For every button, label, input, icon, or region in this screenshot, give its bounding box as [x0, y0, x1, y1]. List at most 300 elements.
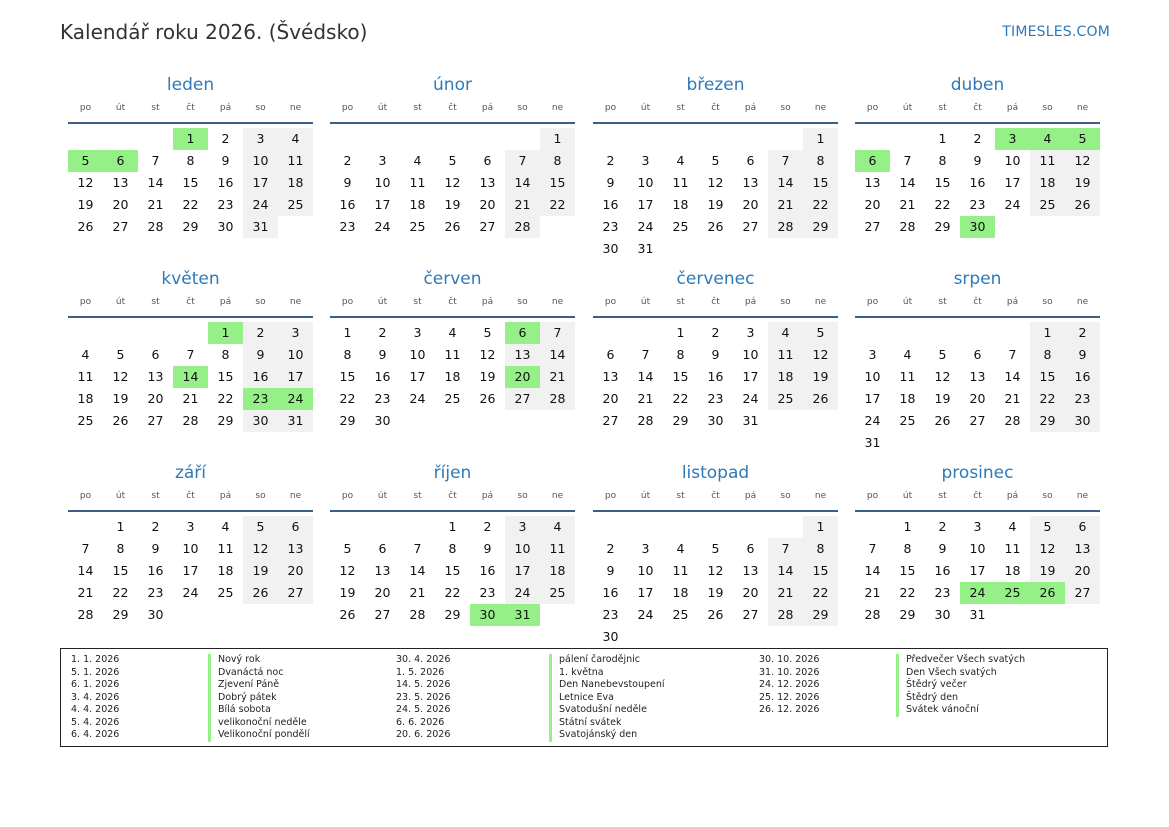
month-title: leden [166, 75, 215, 95]
day-cell: 1 [116, 519, 125, 534]
day-cell: 14 [637, 369, 654, 384]
day-cell: 8 [803, 150, 838, 172]
day-cell: 18 [444, 369, 461, 384]
days-grid [330, 322, 575, 432]
day-cell: 25 [672, 219, 689, 234]
day-cell: 3 [413, 325, 422, 340]
weekday-label: po [79, 103, 92, 113]
weekday-header [593, 490, 838, 512]
day-cell: 15 [803, 560, 838, 582]
day-cell-holiday: 3 [995, 128, 1030, 150]
weekday-label: po [79, 297, 92, 307]
month-title: září [174, 463, 207, 483]
day-cell: 3 [973, 519, 982, 534]
month-title: listopad [681, 463, 750, 483]
day-cell: 25 [278, 194, 313, 216]
day-cell: 6 [483, 153, 492, 168]
day-cell: 1 [938, 131, 947, 146]
day-cell: 2 [243, 322, 278, 344]
legend-date: 26. 12. 2026 [759, 704, 820, 715]
weekday-label: pá [219, 297, 232, 307]
days-grid [68, 516, 313, 626]
weekday-label: st [676, 297, 685, 307]
weekday-label: so [255, 297, 266, 307]
weekday-label: ne [289, 491, 302, 501]
day-cell: 13 [112, 175, 129, 190]
day-cell: 10 [278, 344, 313, 366]
day-empty [103, 128, 138, 150]
day-cell: 25 [77, 413, 94, 428]
month-title: červen [423, 269, 482, 289]
day-cell: 7 [1008, 347, 1017, 362]
day-cell: 21 [768, 194, 803, 216]
day-cell: 24 [637, 607, 654, 622]
day-cell-holiday: 14 [173, 366, 208, 388]
day-empty [855, 516, 890, 538]
day-cell: 5 [448, 153, 457, 168]
day-cell: 20 [602, 391, 619, 406]
day-cell: 24 [243, 194, 278, 216]
day-cell: 8 [903, 541, 912, 556]
day-cell: 12 [479, 347, 496, 362]
day-cell: 7 [641, 347, 650, 362]
day-cell: 25 [444, 391, 461, 406]
weekday-label: po [866, 103, 879, 113]
day-cell: 29 [339, 413, 356, 428]
day-cell: 18 [672, 585, 689, 600]
day-cell: 11 [444, 347, 461, 362]
day-cell: 13 [742, 563, 759, 578]
day-cell: 15 [899, 563, 916, 578]
month-block [593, 461, 838, 648]
legend-date: 6. 4. 2026 [71, 729, 120, 740]
day-cell: 22 [339, 391, 356, 406]
month-block [593, 267, 838, 432]
day-cell: 9 [606, 563, 615, 578]
legend-date: 6. 1. 2026 [71, 679, 120, 690]
day-cell: 3 [868, 347, 877, 362]
legend-names-col2 [549, 654, 665, 742]
day-cell: 12 [444, 175, 461, 190]
day-cell: 23 [374, 391, 391, 406]
day-cell: 26 [803, 388, 838, 410]
day-empty [698, 128, 733, 150]
day-cell: 15 [112, 563, 129, 578]
day-empty [890, 322, 925, 344]
day-cell: 14 [77, 563, 94, 578]
day-cell: 17 [637, 585, 654, 600]
day-cell: 14 [768, 560, 803, 582]
day-cell: 14 [505, 172, 540, 194]
day-cell: 11 [672, 563, 689, 578]
day-cell: 26 [112, 413, 129, 428]
day-cell: 16 [243, 366, 278, 388]
month-block [68, 267, 313, 432]
day-cell: 2 [483, 519, 492, 534]
weekday-label: ne [814, 103, 827, 113]
weekday-label: ne [1076, 297, 1089, 307]
weekday-label: st [413, 297, 422, 307]
day-cell: 8 [540, 150, 575, 172]
day-cell: 5 [343, 541, 352, 556]
day-cell: 23 [1065, 388, 1100, 410]
day-cell: 27 [1065, 582, 1100, 604]
days-grid [593, 128, 838, 260]
day-cell: 20 [147, 391, 164, 406]
day-cell: 7 [768, 150, 803, 172]
day-cell: 2 [606, 541, 615, 556]
weekday-label: ne [289, 103, 302, 113]
weekday-label: pá [481, 491, 494, 501]
day-cell: 8 [448, 541, 457, 556]
day-cell: 12 [1065, 150, 1100, 172]
day-cell: 20 [969, 391, 986, 406]
day-cell: 23 [147, 585, 164, 600]
day-cell: 8 [343, 347, 352, 362]
day-cell: 4 [676, 541, 685, 556]
day-cell-holiday: 31 [505, 604, 540, 626]
weekday-header [330, 490, 575, 512]
day-cell: 4 [221, 519, 230, 534]
weekday-label: pá [1006, 491, 1019, 501]
day-cell: 27 [374, 607, 391, 622]
day-cell: 27 [742, 607, 759, 622]
day-cell: 3 [278, 322, 313, 344]
day-cell: 16 [707, 369, 724, 384]
weekday-label: ne [551, 297, 564, 307]
day-cell: 4 [903, 347, 912, 362]
weekday-label: čt [973, 297, 982, 307]
day-cell: 18 [278, 172, 313, 194]
legend-holiday-name: Zjevení Páně [208, 679, 310, 692]
day-cell: 1 [343, 325, 352, 340]
day-cell: 4 [413, 153, 422, 168]
month-title: říjen [433, 463, 472, 483]
day-cell: 21 [77, 585, 94, 600]
day-cell: 7 [413, 541, 422, 556]
day-cell: 15 [444, 563, 461, 578]
day-cell: 8 [186, 153, 195, 168]
day-cell: 19 [243, 560, 278, 582]
day-cell: 9 [221, 153, 230, 168]
legend-date: 24. 12. 2026 [759, 679, 820, 690]
legend-date: 24. 5. 2026 [396, 704, 451, 715]
day-cell: 26 [77, 219, 94, 234]
day-empty [768, 128, 803, 150]
day-cell: 15 [540, 172, 575, 194]
day-cell: 21 [768, 582, 803, 604]
day-cell: 27 [969, 413, 986, 428]
day-cell-holiday: 25 [995, 582, 1030, 604]
day-cell: 16 [1065, 366, 1100, 388]
day-cell: 10 [409, 347, 426, 362]
day-cell: 7 [540, 322, 575, 344]
day-empty [698, 516, 733, 538]
day-empty [173, 322, 208, 344]
weekday-header [330, 296, 575, 318]
weekday-label: so [1042, 103, 1053, 113]
day-cell: 5 [938, 347, 947, 362]
day-cell: 6 [378, 541, 387, 556]
day-cell: 21 [505, 194, 540, 216]
day-cell: 28 [182, 413, 199, 428]
legend-date: 31. 10. 2026 [759, 666, 820, 678]
day-cell: 3 [746, 325, 755, 340]
day-cell: 13 [278, 538, 313, 560]
weekday-label: st [676, 103, 685, 113]
weekday-label: so [517, 491, 528, 501]
day-cell: 23 [217, 197, 234, 212]
weekday-label: út [902, 103, 913, 113]
day-cell: 21 [864, 585, 881, 600]
day-cell: 5 [803, 322, 838, 344]
day-empty [365, 128, 400, 150]
weekday-label: čt [448, 103, 457, 113]
day-cell: 5 [243, 516, 278, 538]
day-cell: 1 [676, 325, 685, 340]
day-empty [890, 128, 925, 150]
weekday-label: po [866, 297, 879, 307]
month-block [330, 461, 575, 626]
weekday-label: st [938, 103, 947, 113]
day-cell: 8 [803, 538, 838, 560]
weekday-label: so [780, 491, 791, 501]
day-cell: 20 [479, 197, 496, 212]
day-empty [733, 128, 768, 150]
day-cell: 1 [803, 128, 838, 150]
day-cell: 6 [746, 153, 755, 168]
weekday-label: út [640, 297, 651, 307]
day-cell: 26 [479, 391, 496, 406]
day-cell-holiday: 6 [505, 322, 540, 344]
legend-date: 1. 5. 2026 [396, 666, 445, 678]
day-cell: 22 [182, 197, 199, 212]
days-grid [68, 128, 313, 238]
day-cell: 11 [768, 344, 803, 366]
weekday-label: út [115, 103, 126, 113]
day-cell: 24 [505, 582, 540, 604]
day-empty [593, 516, 628, 538]
day-cell: 9 [343, 175, 352, 190]
weekday-label: so [1042, 297, 1053, 307]
day-cell: 24 [637, 219, 654, 234]
day-cell: 25 [899, 413, 916, 428]
day-cell: 12 [707, 175, 724, 190]
day-cell: 23 [602, 219, 619, 234]
day-cell: 14 [540, 344, 575, 366]
day-cell: 26 [1065, 194, 1100, 216]
legend-dates-col1 [71, 654, 119, 742]
weekday-label: ne [289, 297, 302, 307]
weekday-label: st [938, 491, 947, 501]
day-cell: 28 [768, 216, 803, 238]
weekday-label: út [640, 103, 651, 113]
day-empty [855, 322, 890, 344]
day-cell: 26 [444, 219, 461, 234]
legend-dates-col3 [759, 654, 819, 717]
day-empty [400, 128, 435, 150]
day-empty [628, 128, 663, 150]
day-cell: 27 [479, 219, 496, 234]
day-empty [628, 322, 663, 344]
day-cell: 4 [81, 347, 90, 362]
day-empty [663, 128, 698, 150]
day-cell: 30 [602, 629, 619, 644]
day-cell: 21 [899, 197, 916, 212]
legend-date: 3. 4. 2026 [71, 691, 120, 703]
day-cell: 13 [147, 369, 164, 384]
day-cell: 23 [602, 607, 619, 622]
day-cell: 29 [444, 607, 461, 622]
day-empty [593, 128, 628, 150]
legend-holiday-name: Svatodušní neděle [549, 704, 665, 717]
day-cell: 26 [243, 582, 278, 604]
day-cell-holiday: 1 [208, 322, 243, 344]
weekday-header [68, 490, 313, 512]
day-cell: 18 [77, 391, 94, 406]
weekday-label: út [377, 103, 388, 113]
day-cell: 9 [151, 541, 160, 556]
day-empty [435, 128, 470, 150]
day-cell: 12 [707, 563, 724, 578]
weekday-label: pá [481, 103, 494, 113]
day-cell-holiday: 30 [960, 216, 995, 238]
day-cell: 17 [969, 563, 986, 578]
weekday-label: čt [973, 103, 982, 113]
weekday-label: so [1042, 491, 1053, 501]
day-cell: 24 [182, 585, 199, 600]
month-block [330, 73, 575, 238]
days-grid [855, 322, 1100, 454]
day-cell: 19 [803, 366, 838, 388]
day-cell: 28 [899, 219, 916, 234]
day-cell: 11 [278, 150, 313, 172]
day-cell: 19 [479, 369, 496, 384]
day-cell: 6 [746, 541, 755, 556]
day-cell: 3 [505, 516, 540, 538]
month-block [855, 461, 1100, 626]
day-cell: 14 [409, 563, 426, 578]
day-cell: 15 [1030, 366, 1065, 388]
month-block [855, 73, 1100, 238]
weekday-label: st [413, 103, 422, 113]
legend-holiday-name: Bílá sobota [208, 704, 310, 717]
weekday-label: ne [551, 491, 564, 501]
day-cell: 29 [899, 607, 916, 622]
day-cell: 16 [374, 369, 391, 384]
day-cell: 30 [374, 413, 391, 428]
day-cell: 17 [505, 560, 540, 582]
day-cell: 1 [1030, 322, 1065, 344]
day-cell-holiday: 5 [68, 150, 103, 172]
day-empty [505, 128, 540, 150]
page-title: Kalendář roku 2026. (Švédsko) [60, 20, 368, 44]
day-cell: 2 [1065, 322, 1100, 344]
month-title: květen [161, 269, 220, 289]
day-cell: 25 [409, 219, 426, 234]
day-cell: 22 [540, 194, 575, 216]
day-cell: 28 [1004, 413, 1021, 428]
day-cell-holiday: 6 [103, 150, 138, 172]
day-cell: 17 [278, 366, 313, 388]
weekday-label: po [341, 103, 354, 113]
day-empty [593, 322, 628, 344]
weekday-label: po [79, 491, 92, 501]
weekday-label: ne [1076, 103, 1089, 113]
day-cell: 27 [112, 219, 129, 234]
day-cell: 26 [934, 413, 951, 428]
day-cell: 11 [1004, 541, 1021, 556]
day-cell: 30 [707, 413, 724, 428]
weekday-label: út [640, 491, 651, 501]
day-cell: 29 [182, 219, 199, 234]
day-cell-holiday: 24 [278, 388, 313, 410]
day-cell: 28 [147, 219, 164, 234]
legend-holiday-name: Štědrý den [896, 692, 1025, 705]
weekday-label: pá [744, 491, 757, 501]
day-cell-holiday: 1 [173, 128, 208, 150]
days-grid [855, 516, 1100, 626]
day-cell: 31 [637, 241, 654, 256]
weekday-label: čt [711, 491, 720, 501]
day-cell: 5 [116, 347, 125, 362]
day-cell: 30 [1065, 410, 1100, 432]
day-cell: 22 [803, 582, 838, 604]
weekday-label: po [341, 491, 354, 501]
day-cell: 16 [217, 175, 234, 190]
day-cell-holiday: 26 [1030, 582, 1065, 604]
day-cell: 22 [672, 391, 689, 406]
day-cell: 22 [112, 585, 129, 600]
day-empty [733, 516, 768, 538]
legend-date: 1. 1. 2026 [71, 654, 120, 665]
day-cell-holiday: 20 [505, 366, 540, 388]
day-cell: 15 [217, 369, 234, 384]
day-cell: 21 [409, 585, 426, 600]
day-cell: 27 [742, 219, 759, 234]
day-cell: 13 [969, 369, 986, 384]
day-empty [68, 322, 103, 344]
day-cell: 1 [803, 516, 838, 538]
day-cell: 10 [243, 150, 278, 172]
day-cell: 22 [803, 194, 838, 216]
day-cell: 18 [409, 197, 426, 212]
day-cell: 25 [672, 607, 689, 622]
legend-date: 4. 4. 2026 [71, 704, 120, 715]
day-cell: 17 [374, 197, 391, 212]
day-cell: 1 [448, 519, 457, 534]
weekday-label: pá [219, 103, 232, 113]
day-empty [960, 322, 995, 344]
day-cell: 7 [151, 153, 160, 168]
days-grid [330, 128, 575, 238]
day-cell: 20 [278, 560, 313, 582]
day-cell: 14 [899, 175, 916, 190]
day-cell: 10 [742, 347, 759, 362]
day-empty [138, 128, 173, 150]
day-cell: 26 [339, 607, 356, 622]
legend-date: 23. 5. 2026 [396, 691, 451, 703]
weekday-label: čt [448, 297, 457, 307]
day-cell: 17 [243, 172, 278, 194]
legend-holiday-name: Státní svátek [549, 717, 665, 730]
day-cell: 6 [973, 347, 982, 362]
brand-link[interactable]: TIMESLES.COM [1002, 24, 1110, 40]
weekday-label: ne [814, 297, 827, 307]
day-cell: 5 [483, 325, 492, 340]
day-cell: 25 [1030, 194, 1065, 216]
days-grid [855, 128, 1100, 238]
